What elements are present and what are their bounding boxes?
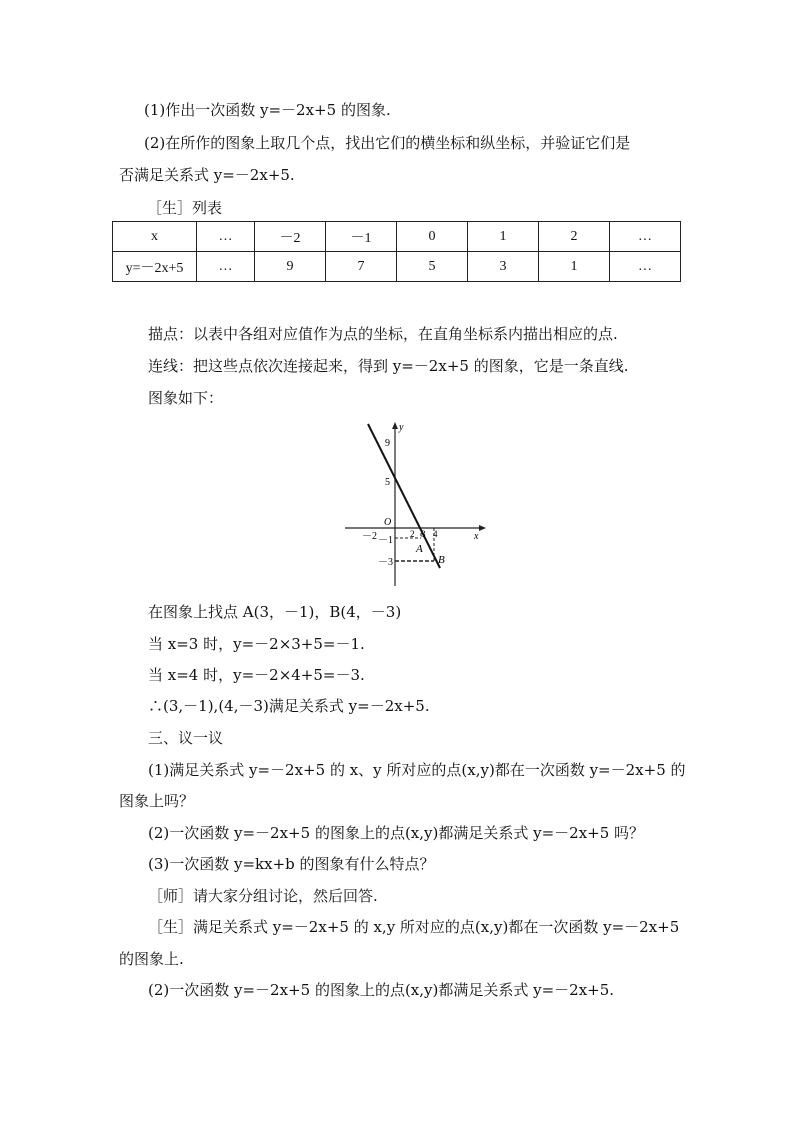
table-cell: 7 <box>326 252 397 282</box>
graph-intro: 图象如下： <box>148 389 224 407</box>
x-axis-arrow <box>479 525 486 531</box>
origin-label: O <box>384 517 392 528</box>
table-row <box>113 222 681 252</box>
section-heading: 三、议一议 <box>148 729 224 747</box>
y-axis-label: y <box>399 422 404 433</box>
y-tick-label: －1 <box>378 535 393 546</box>
question-2-line-2: 否满足关系式 y=－2x+5. <box>119 166 295 184</box>
y-axis-arrow <box>392 422 398 429</box>
table-cell: … <box>197 222 255 252</box>
question-1: (1)作出一次函数 y=－2x+5 的图象. <box>144 101 391 119</box>
discussion-3: (3)一次函数 y=kx+b 的图象有什么特点？ <box>148 855 435 873</box>
x-tick-label: 2 <box>410 529 415 539</box>
question-2-line-1: (2)在所作的图象上取几个点，找出它们的横坐标和纵坐标，并验证它们是 <box>144 134 631 152</box>
discussion-1-line-2: 图象上吗？ <box>119 792 195 810</box>
student-answer-2: (2)一次函数 y=－2x+5 的图象上的点(x,y)都满足关系式 y=－2x+5. <box>148 981 615 999</box>
connect-points-text: 连线：把这些点依次连接起来，得到 y=－2x+5 的图象，它是一条直线. <box>148 357 629 375</box>
table-cell: 5 <box>397 252 468 282</box>
x-tick-label: 4 <box>433 529 438 539</box>
plot-points-text: 描点：以表中各组对应值作为点的坐标，在直角坐标系内描出相应的点. <box>148 325 618 343</box>
find-points-text: 在图象上找点 A(3，－1)，B(4，－3) <box>148 603 402 621</box>
point-label-a: A <box>416 543 423 555</box>
student-answer-1-line-2: 的图象上. <box>119 950 184 968</box>
table-cell: 3 <box>468 252 539 282</box>
table-cell: －2 <box>255 222 326 252</box>
table-cell: 2 <box>539 222 610 252</box>
table-cell: x <box>113 222 197 252</box>
check-x-4: 当 x=4 时，y=－2×4+5=－3. <box>148 666 365 684</box>
table-cell: －1 <box>326 222 397 252</box>
student-answer-1-line-1: ［生］满足关系式 y=－2x+5 的 x,y 所对应的点(x,y)都在一次函数 y=－2x+5 <box>148 918 680 936</box>
conclusion: ∴(3,－1),(4,－3)满足关系式 y=－2x+5. <box>148 697 430 715</box>
check-x-3: 当 x=3 时，y=－2×3+5=－1. <box>148 635 365 653</box>
x-tick-label: 3 <box>421 529 426 539</box>
x-axis-label: x <box>474 531 479 542</box>
table-cell: … <box>610 252 681 282</box>
table-cell: y=－2x+5 <box>113 252 197 282</box>
table-cell: 1 <box>468 222 539 252</box>
table-cell: 9 <box>255 252 326 282</box>
discussion-2: (2)一次函数 y=－2x+5 的图象上的点(x,y)都满足关系式 y=－2x+5 吗？ <box>148 824 645 842</box>
table-row <box>113 252 681 282</box>
y-tick-label: 9 <box>385 438 390 449</box>
function-line <box>368 424 440 568</box>
y-tick-label: －3 <box>378 557 393 568</box>
discussion-1-line-1: (1)满足关系式 y=－2x+5 的 x、y 所对应的点(x,y)都在一次函数 y=－2x+5 的 <box>148 761 686 779</box>
table-cell: 0 <box>397 222 468 252</box>
student-table-label: ［生］列表 <box>147 199 223 217</box>
x-tick-label: －2 <box>362 531 377 542</box>
table-cell: … <box>610 222 681 252</box>
table-cell: … <box>197 252 255 282</box>
value-table <box>112 221 681 282</box>
linear-function-graph <box>340 418 490 590</box>
point-label-b: B <box>438 554 445 566</box>
y-tick-label: 5 <box>385 477 390 488</box>
teacher-prompt: ［师］请大家分组讨论，然后回答. <box>148 887 378 905</box>
table-cell: 1 <box>539 252 610 282</box>
